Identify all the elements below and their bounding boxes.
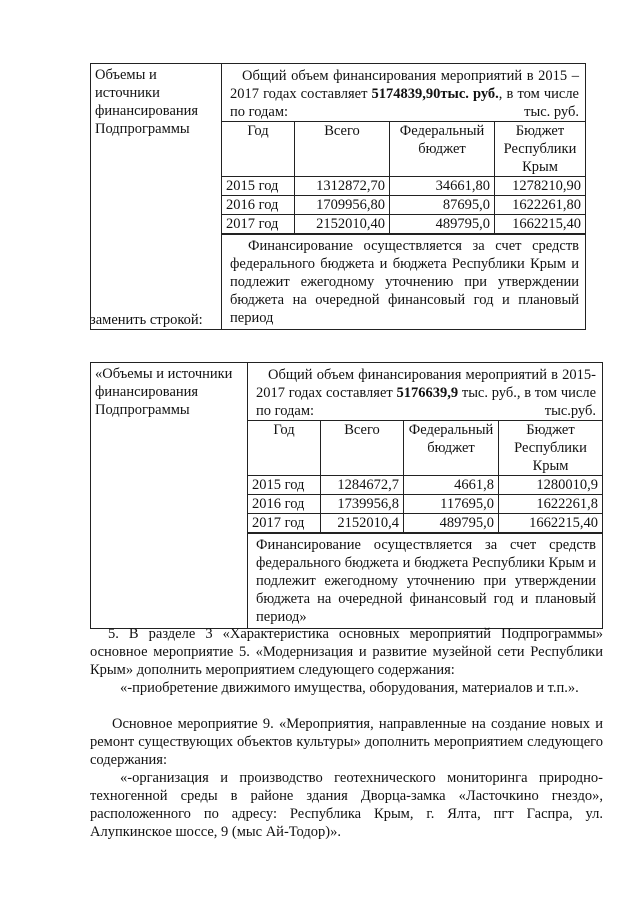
paragraph-text: Основное мероприятие 9. «Мероприятия, направленные на создание новых и ремонт существующих объектов культуры» дополнить мероприятием следующего содержания: bbox=[90, 716, 603, 768]
cell-regional: 1622261,8 bbox=[499, 495, 603, 514]
cell-year: 2015 год bbox=[222, 177, 295, 196]
funding-breakdown-table bbox=[248, 420, 602, 533]
cell-regional: 1280010,9 bbox=[499, 476, 603, 495]
table-row bbox=[248, 476, 602, 495]
table-header-row bbox=[222, 122, 585, 177]
paragraph-measure-9-addition bbox=[90, 769, 603, 841]
header-year: Год bbox=[222, 122, 295, 177]
paragraph-measure-5-addition bbox=[90, 679, 603, 697]
header-year: Год bbox=[248, 421, 321, 476]
intro-text-end: , в том числе по годам: bbox=[230, 86, 579, 120]
table-row bbox=[248, 514, 602, 533]
funding-table-new bbox=[90, 362, 603, 629]
header-total: Всего bbox=[295, 122, 390, 177]
cell-federal: 489795,0 bbox=[404, 514, 499, 533]
cell-regional: 1278210,90 bbox=[495, 177, 586, 196]
paragraph-text: «-организация и производство геотехнического мониторинга природно-техногенной среды в районе здания Дворца-замка «Ласточкино гнездо», расположенного по адресу: Республика Крым, г. Ялта, пгт Гаспра, ул. Алупкинское шоссе, 9 (мыс Ай-Тодор)». bbox=[90, 770, 603, 840]
table-content-cell bbox=[248, 363, 603, 629]
cell-federal: 117695,0 bbox=[404, 495, 499, 514]
cell-total: 1284672,7 bbox=[321, 476, 404, 495]
funding-table-old bbox=[90, 63, 586, 330]
intro-text-end: тыс. руб., в том числе по годам: bbox=[256, 385, 597, 419]
cell-federal: 4661,8 bbox=[404, 476, 499, 495]
intro-text: Общий объем финансирования мероприятий в 2015 – 2017 годах составляет bbox=[230, 68, 579, 102]
total-amount: 5176639,9 bbox=[396, 385, 459, 401]
table-row bbox=[222, 196, 585, 215]
total-amount: 5174839,90тыс. руб. bbox=[371, 86, 499, 102]
table-label: «Объемы и источники финансирования Подпрограммы bbox=[95, 366, 233, 418]
funding-intro bbox=[248, 363, 602, 420]
cell-year: 2015 год bbox=[248, 476, 321, 495]
replace-instruction: заменить строкой: bbox=[90, 312, 203, 328]
cell-federal: 87695,0 bbox=[390, 196, 495, 215]
table-header-row bbox=[248, 421, 602, 476]
header-regional: Бюджет Республики Крым bbox=[495, 122, 586, 177]
cell-total: 1312872,70 bbox=[295, 177, 390, 196]
paragraph-measure-9 bbox=[90, 715, 603, 769]
cell-total: 2152010,4 bbox=[321, 514, 404, 533]
cell-regional: 1662215,40 bbox=[495, 215, 586, 234]
funding-note bbox=[248, 533, 602, 628]
header-total: Всего bbox=[321, 421, 404, 476]
paragraph-text: 5. В разделе 3 «Характеристика основных мероприятий Подпрограммы» основное мероприятие 5. «Модернизация и развитие музейной сети Республики Крым» дополнить мероприятием следующего содержания: bbox=[90, 626, 603, 678]
cell-regional: 1622261,80 bbox=[495, 196, 586, 215]
header-regional: Бюджет Республики Крым bbox=[499, 421, 603, 476]
note-text: Финансирование осуществляется за счет средств федерального бюджета и бюджета Республики Крым и подлежит ежегодному уточнению при утверждении бюджета на очередной финансовый год и плановый период» bbox=[256, 537, 596, 625]
paragraph-section-5 bbox=[90, 625, 603, 679]
cell-regional: 1662215,40 bbox=[499, 514, 603, 533]
unit-label: тыс.руб. bbox=[544, 403, 596, 419]
table-content-cell bbox=[222, 64, 586, 330]
cell-total: 1709956,80 bbox=[295, 196, 390, 215]
table-row bbox=[248, 495, 602, 514]
cell-year: 2016 год bbox=[222, 196, 295, 215]
cell-federal: 34661,80 bbox=[390, 177, 495, 196]
note-text: Финансирование осуществляется за счет средств федерального бюджета и бюджета Республики Крым и подлежит ежегодному уточнению при утверждении бюджета на очередной финансовый год и плановый период bbox=[230, 238, 579, 326]
header-federal: Федеральный бюджет bbox=[404, 421, 499, 476]
table-label-cell bbox=[91, 64, 222, 330]
cell-federal: 489795,0 bbox=[390, 215, 495, 234]
table-label-cell bbox=[91, 363, 248, 629]
funding-intro bbox=[222, 64, 585, 121]
table-row bbox=[222, 215, 585, 234]
table-row bbox=[222, 177, 585, 196]
funding-note bbox=[222, 234, 585, 329]
intro-text: Общий объем финансирования мероприятий в 2015-2017 годах составляет bbox=[256, 367, 596, 401]
table-label: Объемы и источники финансирования Подпрограммы bbox=[95, 67, 199, 137]
funding-breakdown-table bbox=[222, 121, 585, 234]
paragraph-text: «-приобретение движимого имущества, оборудования, материалов и т.п.». bbox=[120, 680, 579, 696]
cell-total: 2152010,40 bbox=[295, 215, 390, 234]
cell-year: 2016 год bbox=[248, 495, 321, 514]
cell-year: 2017 год bbox=[222, 215, 295, 234]
cell-year: 2017 год bbox=[248, 514, 321, 533]
header-federal: Федеральный бюджет bbox=[390, 122, 495, 177]
cell-total: 1739956,8 bbox=[321, 495, 404, 514]
unit-label: тыс. руб. bbox=[524, 104, 579, 120]
